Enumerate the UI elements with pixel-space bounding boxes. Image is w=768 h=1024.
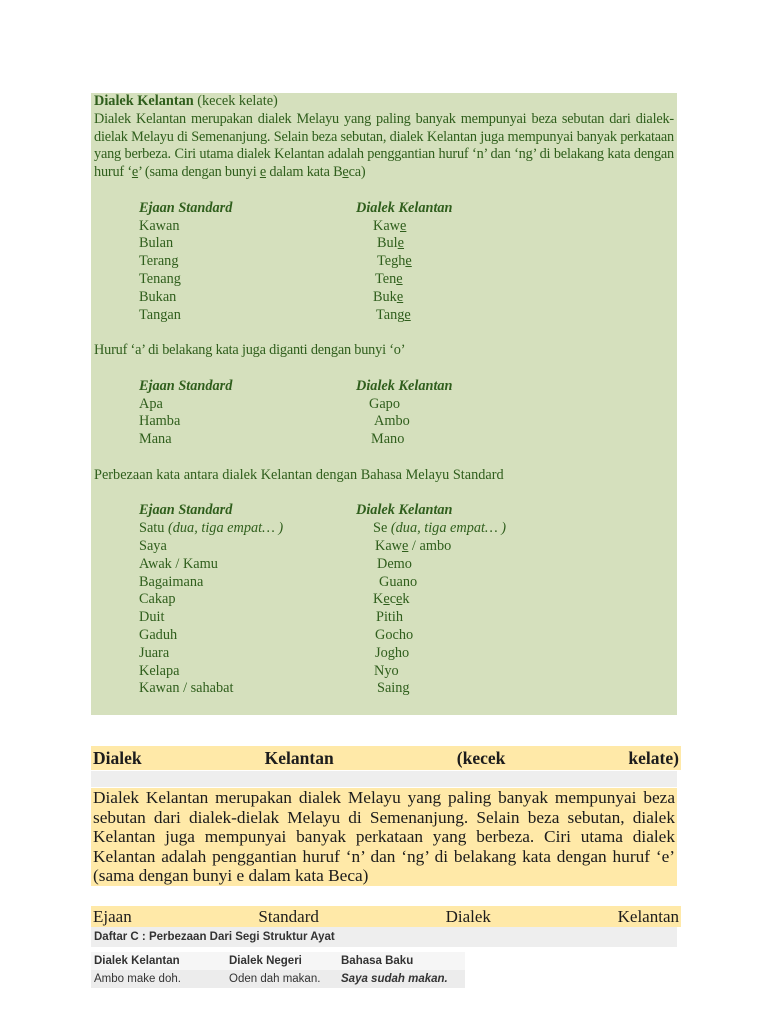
intro-paragraph: Dialek Kelantan merupakan dialek Melayu yang paling banyak mempunyai beza sebutan dari dialek-dielak Melayu di Semenanjung. Selain beza sebutan, dialek Kelantan juga mempunyai banyak perkataan yang berbeza. Ciri utama dialek Kelantan adalah penggantian huruf ‘n’ dan ‘ng’ di belakang kata dengan huruf ‘e’ (sama dengan bunyi e dalam kata Beca) xyxy=(94,110,674,181)
table-row xyxy=(94,396,674,414)
table-row xyxy=(94,307,674,325)
standard-word: Bukan xyxy=(139,288,177,305)
table-row xyxy=(94,218,674,236)
section-title: Dialek Kelantan (kecek kelate) xyxy=(94,93,278,109)
divider-strip xyxy=(91,771,677,787)
dialect-word: Kawe xyxy=(373,217,407,234)
standard-word: Duit xyxy=(139,609,165,626)
standard-word: Kawan / sahabat xyxy=(139,680,234,697)
table-word-differences xyxy=(94,502,674,698)
table-header: Ejaan Standard Dialek Kelantan xyxy=(139,377,453,394)
table-row: Ambo make doh. Oden dah makan. Saya sudah makan. xyxy=(91,970,465,988)
table-row xyxy=(94,680,674,698)
dialect-word: Pitih xyxy=(376,609,404,626)
table-row xyxy=(94,520,674,538)
standard-word: Tenang xyxy=(139,270,181,287)
kelantan-dialect-section xyxy=(91,93,677,715)
table-header: Ejaan Standard Dialek Kelantan xyxy=(139,199,453,216)
sentence-a-to-o: Huruf ‘a’ di belakang kata juga diganti dengan bunyi ‘o’ xyxy=(94,342,406,359)
dialect-word: Ambo xyxy=(374,413,410,430)
table-n-ng-replacement xyxy=(94,200,674,325)
sentence-structure-table xyxy=(91,952,465,989)
standard-word: Satu (dua, tiga empat… ) xyxy=(139,520,284,537)
dialect-word: Saing xyxy=(377,680,410,697)
standard-word: Apa xyxy=(139,395,163,412)
table-row xyxy=(94,663,674,681)
dialect-word: Gocho xyxy=(375,626,414,643)
table-row xyxy=(94,289,674,307)
repeated-table-header: Ejaan Standard Dialek Kelantan xyxy=(91,906,681,927)
standard-word: Tangan xyxy=(139,306,181,323)
table-header: Ejaan Standard Dialek Kelantan xyxy=(139,502,453,519)
table-row xyxy=(94,271,674,289)
repeated-section-title: Dialek Kelantan (kecek kelate) xyxy=(91,746,681,770)
table-row xyxy=(94,627,674,645)
dialect-word: Guano xyxy=(379,573,418,590)
standard-word: Hamba xyxy=(139,413,181,430)
dialect-word: Teghe xyxy=(377,253,412,270)
table-row xyxy=(94,645,674,663)
standard-word: Mana xyxy=(139,431,172,448)
standard-word: Saya xyxy=(139,537,167,554)
standard-word: Juara xyxy=(139,644,170,661)
dialect-word: Bule xyxy=(377,235,405,252)
table-row xyxy=(94,413,674,431)
dialect-word: Buke xyxy=(373,288,404,305)
standard-word: Bagaimana xyxy=(139,573,204,590)
table-row xyxy=(94,574,674,592)
dialect-word: Nyo xyxy=(374,662,399,679)
standard-word: Gaduh xyxy=(139,626,178,643)
dialect-word: Se (dua, tiga empat… ) xyxy=(373,520,507,537)
table-row xyxy=(94,609,674,627)
standard-word: Kelapa xyxy=(139,662,180,679)
dialect-word: Tange xyxy=(376,306,411,323)
dialect-word: Demo xyxy=(377,555,412,572)
dialect-word: Kawe / ambo xyxy=(375,537,452,554)
table-a-replacement xyxy=(94,378,674,449)
table-row xyxy=(94,591,674,609)
dialect-word: Tene xyxy=(375,270,403,287)
dialect-word: Kecek xyxy=(373,591,410,608)
dialect-word: Mano xyxy=(371,431,405,448)
standard-word: Cakap xyxy=(139,591,176,608)
standard-word: Awak / Kamu xyxy=(139,555,218,572)
sentence-word-differences: Perbezaan kata antara dialek Kelantan dengan Bahasa Melayu Standard xyxy=(94,466,504,483)
standard-word: Terang xyxy=(139,253,179,270)
table-row xyxy=(94,253,674,271)
table-row xyxy=(94,556,674,574)
dialect-word: Gapo xyxy=(369,395,400,412)
daftar-c-caption: Daftar C : Perbezaan Dari Segi Struktur Ayat xyxy=(91,927,677,947)
standard-word: Bulan xyxy=(139,235,174,252)
table-row xyxy=(94,431,674,449)
table-header: Dialek Kelantan Dialek Negeri Bahasa Baku xyxy=(91,952,465,970)
repeated-intro-paragraph: Dialek Kelantan merupakan dialek Melayu yang paling banyak mempunyai beza sebutan dari dialek-dielak Melayu di Semenanjung. Selain beza sebutan, dialek Kelantan juga mempunyai banyak perkataan yang berbeza. Ciri utama dialek Kelantan adalah penggantian huruf ‘n’ dan ‘ng’ di belakang kata dengan huruf ‘e’ (sama dengan bunyi e dalam kata Beca) xyxy=(93,788,675,886)
dialect-word: Jogho xyxy=(375,644,410,661)
table-row xyxy=(94,235,674,253)
standard-word: Kawan xyxy=(139,217,180,234)
table-row xyxy=(94,538,674,556)
